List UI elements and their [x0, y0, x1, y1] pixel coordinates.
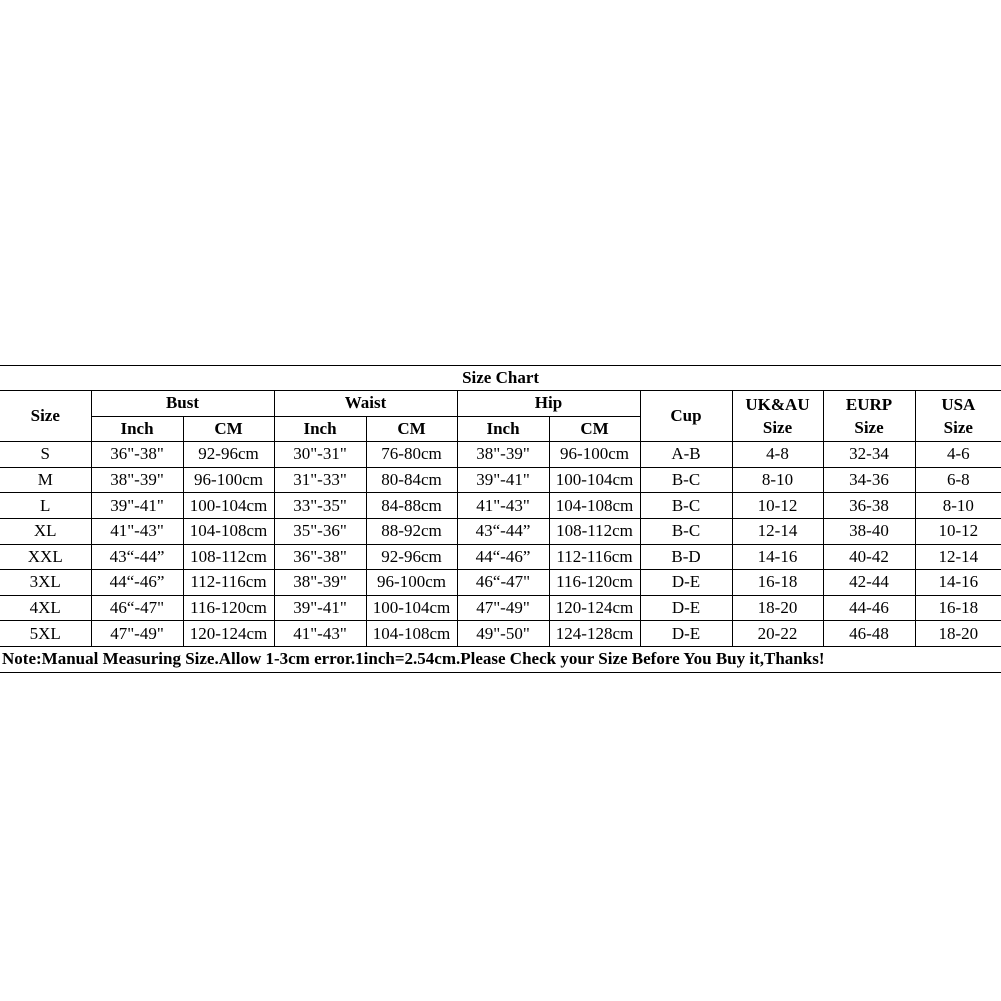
- cup-cell: B-C: [640, 493, 732, 519]
- usa-size-cell: 16-18: [915, 595, 1001, 621]
- usa-size-cell: 18-20: [915, 621, 1001, 647]
- cup-cell: B-D: [640, 544, 732, 570]
- hip-inch-cell: 41"-43": [457, 493, 549, 519]
- hip-cm-cell: 124-128cm: [549, 621, 640, 647]
- bust-cm-cell: 116-120cm: [183, 595, 274, 621]
- bust-cm-cell: 92-96cm: [183, 442, 274, 468]
- hip-cm-cell: 120-124cm: [549, 595, 640, 621]
- size-cell: XL: [0, 518, 91, 544]
- waist-cm-cell: 100-104cm: [366, 595, 457, 621]
- size-chart-table: [0, 365, 1001, 673]
- waist-cm-cell: 92-96cm: [366, 544, 457, 570]
- hip-cm-cell: 108-112cm: [549, 518, 640, 544]
- hip-inch-cell: 39"-41": [457, 467, 549, 493]
- uk-au-size-cell: 14-16: [732, 544, 823, 570]
- usa-size-cell: 6-8: [915, 467, 1001, 493]
- uk-au-size-cell: 10-12: [732, 493, 823, 519]
- usa-size-cell: 10-12: [915, 518, 1001, 544]
- waist-cm-cell: 84-88cm: [366, 493, 457, 519]
- hip-inch-cell: 38"-39": [457, 442, 549, 468]
- waist-cm-cell: 88-92cm: [366, 518, 457, 544]
- bust-header: Bust: [91, 391, 274, 417]
- note-row: [0, 646, 1001, 672]
- uk-au-size-header: [732, 391, 823, 442]
- waist-inch-cell: 33"-35": [274, 493, 366, 519]
- uk-au-size-cell: 16-18: [732, 570, 823, 596]
- usa-line2: Size: [943, 418, 973, 438]
- hip-inch-cell: 46“-47": [457, 570, 549, 596]
- bust-cm-cell: 112-116cm: [183, 570, 274, 596]
- hip-inch-cell: 43“-44”: [457, 518, 549, 544]
- cup-header: Cup: [640, 391, 732, 442]
- size-header: Size: [0, 391, 91, 442]
- table-row: [0, 467, 1001, 493]
- waist-header: Waist: [274, 391, 457, 417]
- bust-inch-cell: 46“-47": [91, 595, 183, 621]
- table-row: [0, 544, 1001, 570]
- table-row: [0, 621, 1001, 647]
- hip-cm-cell: 96-100cm: [549, 442, 640, 468]
- hip-inch-cell: 44“-46”: [457, 544, 549, 570]
- size-cell: 5XL: [0, 621, 91, 647]
- header-row-1: [0, 391, 1001, 417]
- hip-header: Hip: [457, 391, 640, 417]
- bust-cm-cell: 100-104cm: [183, 493, 274, 519]
- cup-cell: D-E: [640, 621, 732, 647]
- usa-size-cell: 12-14: [915, 544, 1001, 570]
- eurp-size-cell: 34-36: [823, 467, 915, 493]
- cup-cell: B-C: [640, 518, 732, 544]
- waist-inch-cell: 31"-33": [274, 467, 366, 493]
- bust-cm-cell: 108-112cm: [183, 544, 274, 570]
- table-row: [0, 595, 1001, 621]
- eurp-size-header: [823, 391, 915, 442]
- waist-cm-cell: 76-80cm: [366, 442, 457, 468]
- eurp-size-cell: 38-40: [823, 518, 915, 544]
- bust-inch-cell: 41"-43": [91, 518, 183, 544]
- cup-cell: B-C: [640, 467, 732, 493]
- waist-cm-cell: 104-108cm: [366, 621, 457, 647]
- cup-cell: D-E: [640, 595, 732, 621]
- bust-cm-cell: 120-124cm: [183, 621, 274, 647]
- cup-cell: D-E: [640, 570, 732, 596]
- hip-cm-cell: 104-108cm: [549, 493, 640, 519]
- uk-au-size-cell: 8-10: [732, 467, 823, 493]
- uk-au-size-cell: 20-22: [732, 621, 823, 647]
- hip-inch-cell: 47"-49": [457, 595, 549, 621]
- bust-cm-cell: 104-108cm: [183, 518, 274, 544]
- bust-inch-cell: 44“-46”: [91, 570, 183, 596]
- waist-inch-cell: 36"-38": [274, 544, 366, 570]
- eurp-size-cell: 40-42: [823, 544, 915, 570]
- note-text: Note:Manual Measuring Size.Allow 1-3cm error.1inch=2.54cm.Please Check your Size Before You Buy it,Thanks!: [0, 646, 1001, 672]
- uk-au-line1: UK&AU: [745, 395, 810, 415]
- uk-au-size-cell: 18-20: [732, 595, 823, 621]
- bust-inch-cell: 47"-49": [91, 621, 183, 647]
- waist-cm-cell: 96-100cm: [366, 570, 457, 596]
- waist-inch-cell: 35"-36": [274, 518, 366, 544]
- uk-au-size-cell: 12-14: [732, 518, 823, 544]
- hip-cm-cell: 112-116cm: [549, 544, 640, 570]
- usa-size-cell: 14-16: [915, 570, 1001, 596]
- waist-inch-cell: 38"-39": [274, 570, 366, 596]
- table-row: [0, 570, 1001, 596]
- bust-cm-header: CM: [183, 416, 274, 442]
- uk-au-size-cell: 4-8: [732, 442, 823, 468]
- size-cell: L: [0, 493, 91, 519]
- eurp-size-cell: 36-38: [823, 493, 915, 519]
- cup-cell: A-B: [640, 442, 732, 468]
- usa-size-cell: 4-6: [915, 442, 1001, 468]
- size-cell: M: [0, 467, 91, 493]
- table-row: [0, 493, 1001, 519]
- uk-au-line2: Size: [762, 418, 793, 438]
- usa-size-header: [915, 391, 1001, 442]
- waist-inch-cell: 41"-43": [274, 621, 366, 647]
- eurp-size-cell: 44-46: [823, 595, 915, 621]
- hip-inch-header: Inch: [457, 416, 549, 442]
- hip-cm-header: CM: [549, 416, 640, 442]
- size-cell: 4XL: [0, 595, 91, 621]
- title-row: [0, 366, 1001, 391]
- bust-inch-cell: 38"-39": [91, 467, 183, 493]
- size-cell: XXL: [0, 544, 91, 570]
- table-row: [0, 442, 1001, 468]
- hip-cm-cell: 116-120cm: [549, 570, 640, 596]
- usa-line1: USA: [941, 395, 976, 415]
- bust-inch-header: Inch: [91, 416, 183, 442]
- hip-cm-cell: 100-104cm: [549, 467, 640, 493]
- waist-inch-header: Inch: [274, 416, 366, 442]
- eurp-size-cell: 46-48: [823, 621, 915, 647]
- waist-inch-cell: 39"-41": [274, 595, 366, 621]
- usa-size-cell: 8-10: [915, 493, 1001, 519]
- hip-inch-cell: 49"-50": [457, 621, 549, 647]
- chart-title: Size Chart: [0, 366, 1001, 391]
- bust-inch-cell: 36"-38": [91, 442, 183, 468]
- eurp-size-cell: 32-34: [823, 442, 915, 468]
- eurp-size-cell: 42-44: [823, 570, 915, 596]
- size-cell: S: [0, 442, 91, 468]
- bust-cm-cell: 96-100cm: [183, 467, 274, 493]
- waist-cm-cell: 80-84cm: [366, 467, 457, 493]
- bust-inch-cell: 43“-44”: [91, 544, 183, 570]
- bust-inch-cell: 39"-41": [91, 493, 183, 519]
- size-cell: 3XL: [0, 570, 91, 596]
- waist-inch-cell: 30"-31": [274, 442, 366, 468]
- eurp-line2: Size: [854, 418, 884, 438]
- eurp-line1: EURP: [845, 395, 893, 415]
- waist-cm-header: CM: [366, 416, 457, 442]
- table-row: [0, 518, 1001, 544]
